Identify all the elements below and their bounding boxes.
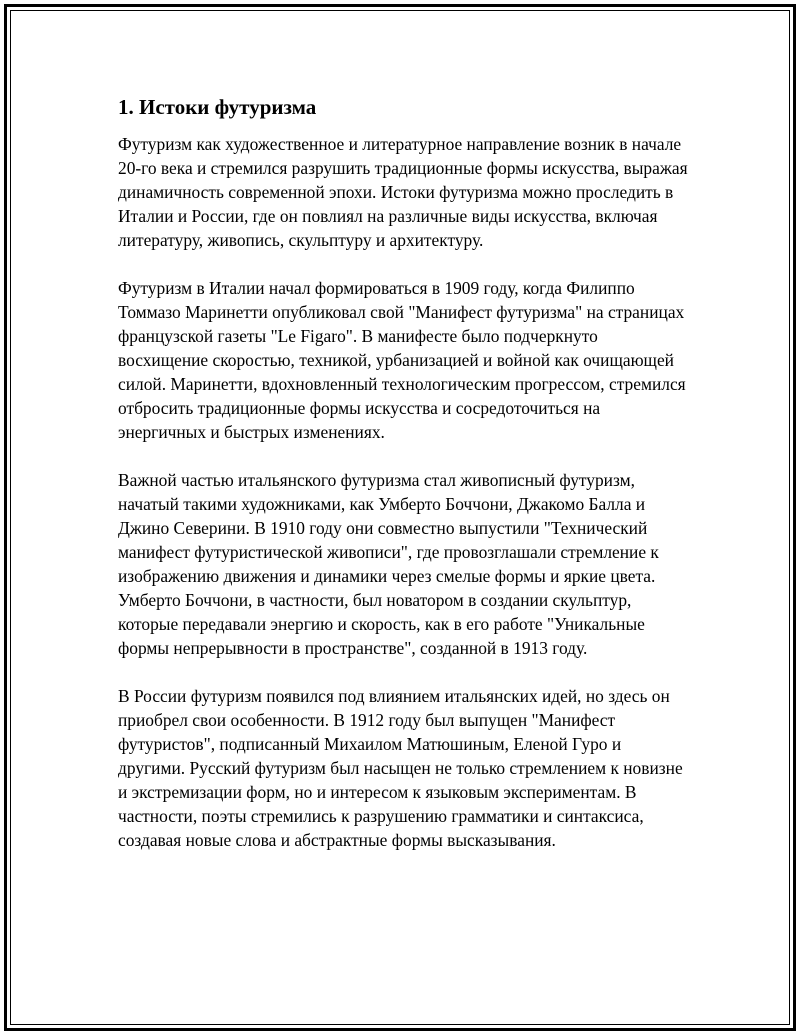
- section-heading: 1. Истоки футуризма: [118, 95, 317, 119]
- document-body: [118, 93, 688, 876]
- paragraph-1: Футуризм как художественное и литературное направление возник в начале 20-го века и стремился разрушить традиционные формы искусства, выражая динамичность современной эпохи. Истоки футуризма можно проследить в Италии и России, где он повлиял на различные виды искусства, включая литературу, живопись, скульптуру и архитектуру.: [118, 134, 688, 250]
- paragraph-3: Важной частью итальянского футуризма стал живописный футуризм, начатый такими художниками, как Умберто Боччони, Джакомо Балла и Джино Северини. В 1910 году они совместно выпустили "Технический манифест футуристической живописи", где провозглашали стремление к изображению движения и динамики через смелые формы и яркие цвета. Умберто Боччони, в частности, был новатором в создании скульптур, которые передавали энергию и скорость, как в его работе "Уникальные формы непрерывности в пространстве", созданной в 1913 году.: [118, 470, 659, 658]
- paragraph-2: Футуризм в Италии начал формироваться в 1909 году, когда Филиппо Томмазо Маринетти опубликовал свой "Манифест футуризма" на страницах французской газеты "Le Figaro". В манифесте было подчеркнуто восхищение скоростью, техникой, урбанизацией и войной как очищающей силой. Маринетти, вдохновленный технологическим прогрессом, стремился отбросить традиционные формы искусства и сосредоточиться на энергичных и быстрых изменениях.: [118, 278, 686, 442]
- paragraph-4: В России футуризм появился под влиянием итальянских идей, но здесь он приобрел свои особенности. В 1912 году был выпущен "Манифест футуристов", подписанный Михаилом Матюшиным, Еленой Гуро и другими. Русский футуризм был насыщен не только стремлением к новизне и экстремизации форм, но и интересом к языковым экспериментам. В частности, поэты стремились к разрушению грамматики и синтаксиса, создавая новые слова и абстрактные формы высказывания.: [118, 686, 683, 850]
